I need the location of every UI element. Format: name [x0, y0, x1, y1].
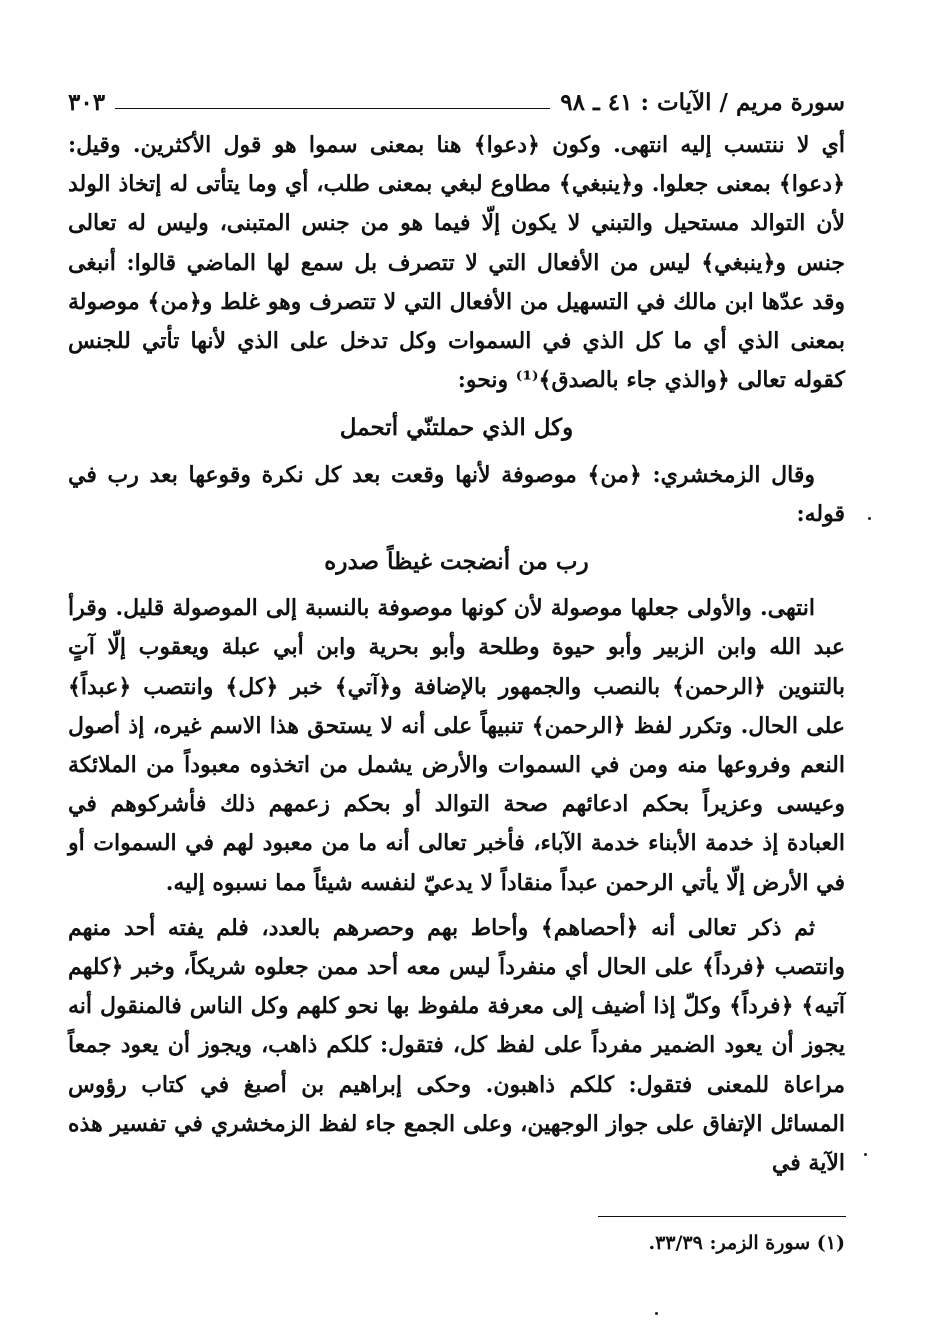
main-text: [68, 126, 845, 1183]
scan-speck: [868, 517, 871, 520]
paragraph: أي لا ننتسب إليه انتهى. وكون ﴿دعوا﴾ هنا بمعنى سموا هو قول الأكثرين. وقيل: ﴿دعوا﴾ بمعنى جعلوا. و﴿ينبغي﴾ مطاوع لبغي بمعنى طلب، أي وما يتأتى له إتخاذ الولد لأن التوالد مستحيل والتبني لا يكون إلّا فيما هو من جنس المتبنى، وليس له تعالى جنس و﴿ينبغي﴾ ليس من الأفعال التي لا تتصرف بل سمع لها الماضي قالوا: أنبغى وقد عدّها ابن مالك في التسهيل من الأفعال التي لا تتصرف وهو غلط و﴿من﴾ موصولة بمعنى الذي أي ما كل الذي في السموات وكل تدخل على الذي لأنها تأتي للجنس كقوله تعالى ﴿والذي جاء بالصدق﴾⁽¹⁾ ونحو:: [68, 132, 845, 394]
scan-speck: [655, 1312, 658, 1315]
poetry-verse: وكل الذي حملتنّي أتحمل: [339, 414, 574, 442]
paragraph: وقال الزمخشري: ﴿من﴾ موصوفة لأنها وقعت بعد كل نكرة وقوعها بعد رب في قوله:: [68, 461, 845, 527]
paragraph: ثم ذكر تعالى أنه ﴿أحصاهم﴾ وأحاط بهم وحصرهم بالعدد، فلم يفته أحد منهم وانتصب ﴿فرداً﴾ على الحال أي منفرداً ليس معه أحد ممن جعلوه شريكاً، وخبر ﴿كلهم آتيه﴾ ﴿فرداً﴾ وكلّ إذا أضيف إلى معرفة ملفوظ بها نحو كلهم وكل الناس فالمنقول أنه يجوز أن يعود الضمير مفرداً على لفظ كل، فتقول: كلكم ذاهب، ويجوز أن يعود جمعاً مراعاة للمعنى فتقول: كلكم ذاهبون. وحكى إبراهيم بن أصبغ في كتاب رؤوس المسائل الإتفاق على جواز الوجهين، وعلى الجمع جاء لفظ الزمخشري في تفسير هذه الآية في: [68, 914, 845, 1177]
header-rule: [115, 108, 550, 109]
page-number: ٣٠٣: [68, 89, 106, 116]
scan-speck: [864, 1153, 867, 1156]
footnote-rule: [598, 1216, 846, 1217]
running-header: [68, 86, 845, 116]
surah-title: سورة مريم / الآيات : ٤١ ـ ٩٨: [560, 89, 845, 116]
poetry-verse: رب من أنضجت غيظاً صدره: [324, 548, 589, 576]
footnote: (١) سورة الزمر: ٣٣/٣٩.: [648, 1232, 845, 1254]
paragraph: انتهى. والأولى جعلها موصولة لأن كونها موصوفة بالنسبة إلى الموصولة قليل. وقرأ عبد الله وابن الزبير وأبو حيوة وطلحة وأبو بحرية وابن أبي عبلة ويعقوب إلّا آتٍ بالتنوين ﴿الرحمن﴾ بالنصب والجمهور بالإضافة و﴿آتي﴾ خبر ﴿كل﴾ وانتصب ﴿عبداً﴾ على الحال. وتكرر لفظ ﴿الرحمن﴾ تنبيهاً على أنه لا يستحق هذا الاسم غيره، إذ أصول النعم وفروعها منه ومن في السموات والأرض يشمل من اتخذوه معبوداً من الملائكة وعيسى وعزيراً بحكم ادعائهم صحة التوالد أو بحكم زعمهم ذلك فأشركوهم في العبادة إذ خدمة الأبناء خدمة الآباء، فأخبر تعالى أنه ما من معبود لهم في السموات أو في الأرض إلّا يأتي الرحمن عبداً منقاداً لا يدعيّ لنفسه شيئاً مما نسبوه إليه.: [68, 595, 845, 896]
